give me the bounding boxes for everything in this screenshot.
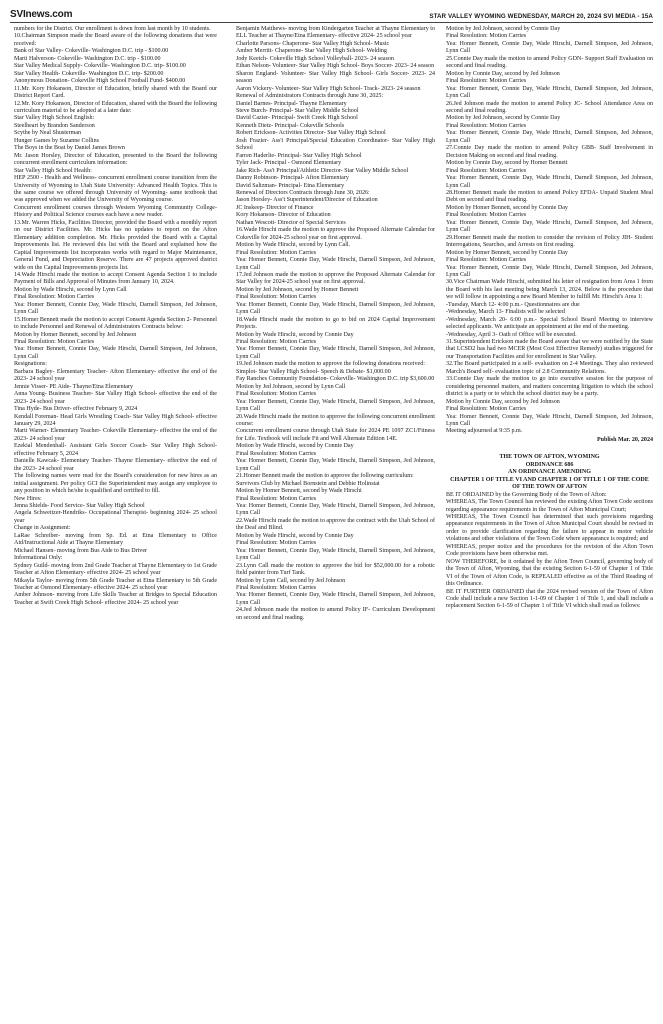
paragraph: BE IT FURTHER ORDAINED that the 2024 revised version of the Town of Afton Code shall include a new Section 1-1-09 of Chapter 1 of Title 1, and shall include a replacement Section 6-1-59 of Chapter 1 of Title VI which shall read as follows: — [446, 588, 653, 610]
paragraph: Motion by Homer Bennett, second by Jed Johnson — [14, 331, 137, 338]
paragraph: 11.Mr. Kory Hokanson, Director of Education, briefly shared with the Board our District Report Card. — [14, 85, 217, 100]
paragraph: Kendall Foreman- Head Girls Wrestling Coach- Star Valley High School- effective January 29, 2024 — [14, 413, 217, 428]
paragraph: Angela Schweitzer-Hendriks- Occupational Therapist- beginning 2024- 25 school year — [14, 510, 217, 524]
paragraph: Concurrent enrollment course through Utah State for 2024 PE 1097 ZC1/Fitness for Life. Textbook will include Fit and Well Alternate Edition 14E. — [236, 428, 435, 442]
paragraph: Renewal of Administrators Contracts through June 30, 2025: — [236, 93, 384, 100]
paragraph: Final Resolution: Motion Carries — [446, 122, 527, 129]
paragraph: Change in Assignment: — [14, 525, 71, 532]
heading-line: CHAPTER 1 OF TITLE VI AND CHAPTER 1 OF TITLE 1 OF THE CODE OF THE TOWN OF AFTON — [450, 476, 649, 491]
paragraph: Motion by Wade Hirschi, second by Connie Day — [236, 331, 354, 338]
paragraph: Danny Robinson- Principal- Afton Elementary — [236, 175, 349, 182]
paragraph: Final Resolution: Motion Carries — [236, 339, 317, 346]
paragraph: Meeting adjourned at 9:35 p.m. — [446, 428, 523, 435]
paragraph: WHEREAS, The Town Council has reviewed the existing Afton Town Code sections regarding appearance requirements in the Town of Afton Municipal Court; — [446, 499, 653, 513]
paragraph: Bank of Star Valley- Cokeville- Washington D.C. trip - $100.00 — [14, 48, 169, 55]
paragraph: Motion by Jed Johnson, second by Connie Day — [446, 26, 561, 32]
paragraph: Aaron Vickery- Volunteer- Star Valley High School- Track- 2023- 24 season — [236, 85, 421, 92]
column-3 — [446, 26, 653, 611]
paragraph: Hunger Games by Suzanne Collins — [14, 137, 99, 144]
paragraph: David Saltzman- Principal- Etna Elementary — [236, 182, 345, 189]
paragraph: Star Valley Health- Cokeville- Washington D.C. trip- $200.00 — [14, 70, 164, 77]
paragraph: Ezekial Mendenhall- Assistant Girls Soccer Coach- Star Valley High School- effective February 5, 2024 — [14, 443, 217, 457]
paragraph: The Boys in the Boat by Daniel James Brown — [14, 145, 125, 152]
paragraph: Yea: Homer Bennett, Connie Day, Wade Hirschi, Darnell Simpson, Jed Johnson, Lynn Call — [14, 346, 217, 360]
paragraph: Informational Only: — [14, 555, 63, 562]
paragraph: Yea: Homer Bennett, Connie Day, Wade Hirschi, Darnell Simpson, Jed Johnson, Lynn Call — [236, 547, 435, 562]
paragraph: 16.Wade Hirschi made the motion to approve the Proposed Alternate Calendar for Cokeville for 2024-25 school year on first approval. — [236, 227, 435, 241]
paragraph: 12.Mr. Kory Hokanson, Director of Education, shared with the Board the following curriculum material to be adopted at a later date: — [14, 100, 217, 114]
paragraph: Anonymous Donation- Cokeville High School Football Fund- $400.00 — [14, 78, 186, 85]
paragraph: Daniel Barnes- Principal- Thayne Elementary — [236, 100, 347, 107]
paragraph: Final Resolution: Motion Carries — [446, 212, 527, 219]
paragraph: Ethan Nelson- Volunteer- Star Valley High School- Boys Soccer- 2023- 24 season — [236, 63, 435, 70]
paragraph: Yea: Homer Bennett, Connie Day, Wade Hirschi, Darnell Simpson, Jed Johnson, Lynn Call — [236, 592, 435, 606]
heading-line: THE TOWN OF AFTON, WYOMING — [499, 454, 600, 461]
paragraph: Final Resolution: Motion Carries — [446, 167, 527, 174]
paragraph: Final Resolution: Motion Carries — [236, 540, 317, 547]
ordinance-heading — [446, 454, 653, 491]
paragraph: Benjamin Matthews- moving from Kindergarten Teacher at Thayne Elementary to ELL Teacher at Thayne/Etna Elementary- effective 2024- 25 school year — [236, 26, 435, 40]
paragraph: Yea: Homer Bennett, Connie Day, Wade Hirschi, Darnell Simpson, Jed Johnson, Lynn Call — [236, 257, 435, 271]
paragraph: Motion by Wade Hirschi, second by Connie Day — [236, 532, 354, 539]
paragraph: WHEREAS, The Town Council has determined that such provisions regarding appearance requirements in the Town of Afton Municipal Court should be revised in order to provide clarification regarding the failure to appear in motor vehicle violations and other violations of the Town Code where appearance is required; and — [446, 514, 653, 543]
paragraph: 10.Chairman Simpson made the Board aware of the following donations that were received: — [14, 33, 217, 47]
paragraph: Yea: Homer Bennett, Connie Day, Wade Hirschi, Darnell Simpson, Jed Johnson, Lynn Call — [236, 346, 435, 360]
paragraph: Marti Warner- Elementary Teacher- Cokeville Elementary- effective the end of the 2023- 24 school year — [14, 428, 217, 442]
paragraph: numbers for the District. Our enrollment is down from last month by 10 students. — [14, 26, 211, 32]
paragraph: Star Valley High School English: — [14, 115, 95, 122]
paragraph: Yea: Homer Bennett, Connie Day, Wade Hirschi, Darnell Simpson, Jed Johnson, Lynn Call — [236, 458, 435, 472]
paragraph: Motion by Wade Hirschi, second by Lynn Call — [14, 286, 127, 293]
paragraph: Yea: Homer Bennett, Connie Day, Wade Hirschi, Darnell Simpson, Jed Johnson, Lynn Call — [446, 264, 653, 278]
paragraph: Renewal of Directors Contracts through June 30, 2026: — [236, 189, 370, 196]
paragraph: Yea: Homer Bennett, Connie Day, Wade Hirschi, Darnell Simpson, Jed Johnson, Lynn Call — [236, 398, 435, 413]
paragraph: HEP 2500 - Health and Wellness- concurrent enrollment course transition from the University of Wyoming to Utah State University: Advanced Health Topics. This is the same course we offered through University of Wyoming- same textbook that was approved when we added the University of Wyoming course. — [14, 175, 217, 204]
paragraph: Final Resolution: Motion Carries — [14, 294, 95, 301]
paragraph: -Wednesday, March 20- 6:00 p.m.- Special School Board Meeting to interview selected applicants. We anticipate an appointment at the end of the meeting. — [446, 316, 653, 331]
paragraph: Jason Horsley- Ass't Superintendent/Director of Education — [236, 197, 378, 204]
paragraph: Yea: Homer Bennett, Connie Day, Wade Hirschi, Darnell Simpson, Jed Johnson, Lynn Call — [446, 175, 653, 189]
paragraph: Motion by Wade Hirschi, second by Lynn Call. — [236, 242, 351, 249]
paragraph: 26.Jed Johnson made the motion to amend Policy JC- School Attendance Area on second and final reading. — [446, 100, 653, 114]
paragraph: Final Resolution: Motion Carries — [14, 339, 95, 346]
paragraph: Star Valley High School Health: — [14, 167, 92, 174]
paragraph: LaRae Schreiber- moving from Sp. Ed. at Etna Elementary to Office Aid/Instructional Aide at Thayne Elementary — [14, 532, 217, 547]
paragraph: Motion by Jed Johnson, second by Connie Day — [446, 115, 561, 122]
ordinance-body — [446, 492, 653, 611]
page-number: SVI MEDIA - 15A — [603, 13, 653, 20]
paragraph: Jenna Shields- Food Service- Star Valley High School — [14, 503, 145, 509]
paragraph: NOW THEREFORE, be it ordained by the Afton Town Council, governing body of the Town of Afton, Wyoming, that the existing Section 6-1-59 of Chapter 1 of Title VI of the Town of Afton Code, is REPEALED effective as of the Third Reading of this Ordinance. — [446, 558, 653, 588]
paragraph: Motion by Connie Day, second by Jed Johnson — [446, 70, 560, 77]
paragraph: Anna Young- Business Teacher- Star Valley High School- effective the end of the 2023- 24 school year — [14, 391, 217, 405]
paragraph: Final Resolution: Motion Carries — [446, 406, 527, 413]
paragraph: 18.Wade Hirschi made the motion to go to bid on 2024 Capital Improvement Projects. — [236, 316, 435, 331]
paragraph: Michael Hansen- moving from Bus Aide to Bus Driver — [14, 547, 148, 554]
paragraph: Barbara Bagley- Elementary Teacher- Afton Elementary- effective the end of the 2023- 24 school year — [14, 368, 217, 383]
section-gap — [446, 444, 653, 454]
paragraph: Yea: Homer Bennett, Connie Day, Wade Hirschi, Darnell Simpson, Jed Johnson, Lynn Call — [446, 219, 653, 234]
paragraph: Motion by Jed Johnson, second by Lynn Call — [236, 383, 346, 390]
paragraph: Charlotte Parsons- Chaperone- Star Valley High School- Music — [236, 40, 390, 47]
paragraph: Tyler Jack- Principal - Osmond Elementary — [236, 160, 342, 167]
paragraph: Yea: Homer Bennett, Connie Day, Wade Hirschi, Darnell Simpson, Jed Johnson, Lynn Call — [446, 40, 653, 55]
paragraph: Robert Erickson- Activities Director- Star Valley High School — [236, 130, 386, 137]
paragraph: Amber Johnson- moving from Life Skills Teacher at Bridges to Special Education Teacher at Swift Creek High School- effective 2024- 25 school year — [14, 592, 217, 606]
paragraph: Amber Merritt- Chaperone- Star Valley High School- Welding — [236, 48, 387, 55]
paragraph: -Tuesday, March 12- 4:00 p.m.- Questionnaires are due — [446, 301, 580, 308]
heading-line: ORDINANCE 686 — [525, 461, 574, 468]
paragraph: Yea: Homer Bennett, Connie Day, Wade Hirschi, Darnell Simpson, Jed Johnson, Lynn Call — [14, 301, 217, 316]
paragraph: 30.Vice Chairman Wade Hirschi, submitted his letter of resignation from Area 1 from the Board with his last meeting being March 13, 2024. Below is the procedure that we will follow in appointing a new Board Member to fulfill Mr. Hirschi's Area 1: — [446, 279, 653, 301]
paragraph: Scythe by Neal Shusterman — [14, 130, 82, 137]
paragraph: -Wednesday, March 13- Finalists will be selected — [446, 309, 565, 316]
paragraph: 25.Connie Day made the motion to amend Policy GDN- Support Staff Evaluation on second and final reading. — [446, 55, 653, 70]
paragraph: Steelheart by Brandon Sanderson — [14, 122, 95, 129]
paragraph: Marti Halverson- Cokeville- Washington D.C. trip - $100.00 — [14, 55, 161, 62]
paragraph: 15.Homer Bennett made the motion to accept Consent Agenda Section 2- Personnel to include Personnel and Renewal of Administrators Contracts below: — [14, 316, 217, 331]
paragraph: Motion by Connie Day, second by Jed Johnson — [446, 398, 560, 405]
paragraph: Motion by Wade Hirschi, second by Connie Day — [236, 443, 354, 450]
paragraph: Motion by Connie Day, second by Homer Bennett — [446, 160, 568, 167]
paragraph: 13.Mr. Warren Hicks, Facilities Director, provided the Board with a monthly report on our District Facilities. Mr. Hicks has no updates to report on the Afton Elementary addition completion. Mr. Hicks provided the Board with a Capital Improvements list. He reviewed this list with the Board and explained how the Capital Improvements list incorporates works with regard to Major Maintenance, General Fund, and Depreciation Reserve. There are 47 projects approved district wide on the Capital Improvements projects list. — [14, 219, 217, 271]
paragraph: Motion by Jed Johnson, second by Homer Bennett — [236, 286, 359, 293]
paragraph: Concurrent enrollment courses through Western Wyoming Community College- History and Political Science courses each have a new reader. — [14, 204, 217, 219]
paragraph: Motion by Homer Bennett, second by Connie Day — [446, 249, 568, 256]
masthead — [10, 4, 653, 23]
paragraph: Simplot- Star Valley High School- Speech & Debate- $1,000.00 — [236, 368, 391, 375]
paragraph: 32.The Board participated in a self- evaluation on 2-4 Meetings. They also reviewed March's Board self- evaluation topic of 2.8 Community Relations. — [446, 361, 653, 375]
minutes-continued — [446, 26, 653, 436]
paragraph: Motion by Homer Bennett, second by Connie Day — [446, 204, 568, 211]
paragraph: 31.Superintendent Erickson made the Board aware that we were notified by the State that LCSD2 has had two MCER (Most Cost Effective Remedy) studies triggered for our Transportation Facilities and for enrollment in Star Valley. — [446, 339, 653, 360]
paragraph: 21.Homer Bennett made the motion to approve the following curriculum: — [236, 473, 414, 480]
paragraph: Fay Ranches Community Foundation- Cokeville- Washington D.C. trip $3,600.00 — [236, 376, 435, 383]
paragraph: Final Resolution: Motion Carries — [236, 249, 317, 256]
paragraph: Final Resolution: Motion Carries — [446, 78, 527, 85]
paragraph: Motion by Homer Bennett, second by Wade Hirschi — [236, 488, 362, 495]
paragraph: Final Resolution: Motion Carries — [236, 391, 317, 398]
paragraph: Mikayla Taylor- moving from 5th Grade Teacher at Etna Elementary to 5th Grade Teacher at Osmond Elementary- effective 2024- 25 school year — [14, 577, 217, 591]
paragraph: 22.Wade Hirschi made the motion to approve the contract with the Utah School of the Deaf and Blind. — [236, 517, 436, 532]
paragraph: 14.Wade Hirschi made the motion to accept Consent Agenda Section 1 to include Payment of Bills and Approval of Minutes from January 10, 2024. — [14, 271, 217, 286]
paragraph: Yea: Homer Bennett, Connie Day, Wade Hirschi, Darnell Simpson, Jed Johnson, Lynn Call — [446, 413, 653, 428]
paragraph: Yea: Homer Bennett, Connie Day, Wade Hirschi, Darnell Simpson, Jed Johnson, Lynn Call — [446, 85, 653, 100]
paragraph: Kory Hokanson- Director of Education — [236, 212, 331, 219]
paragraph: Final Resolution: Motion Carries — [236, 294, 317, 301]
paragraph: New Hires: — [14, 495, 42, 502]
paragraph: Yea: Homer Bennett, Connie Day, Wade Hirschi, Darnell Simpson, Jed Johnson, Lynn Call — [236, 503, 435, 517]
issue-date: WEDNESDAY, MARCH 20, 2024 — [507, 13, 602, 20]
paragraph: Survivors Club by Michael Bornstein and Debbie Holinstat — [236, 480, 380, 487]
paragraph: Final Resolution: Motion Carries — [236, 450, 317, 457]
paragraph: Yea: Homer Bennett, Connie Day, Wade Hirschi, Darnell Simpson, Jed Johnson, Lynn Call — [446, 130, 653, 144]
paragraph: Final Resolution: Motion Carries — [446, 257, 527, 264]
paragraph: Nathan Wescott- Director of Special Services — [236, 219, 346, 226]
paragraph: 27.Connie Day made the motion to amend Policy GBB- Staff Involvement in Decision Making on second and final reading. — [446, 145, 653, 159]
paragraph: Final Resolution: Motion Carries — [236, 495, 317, 502]
paragraph: Jody Keetch- Cokeville High School Volleyball- 2023- 24 season — [236, 55, 394, 62]
paragraph: Josh Frazier- Ass't Principal/Special Education Coordinator- Star Valley High School — [236, 137, 435, 152]
paragraph: Motion by Lynn Call, second by Jed Johnson — [236, 577, 346, 584]
paragraph: 24.Jed Johnson made the motion to amend Policy IF- Curriculum Development on second and final reading. — [236, 607, 435, 621]
column-2 — [236, 26, 435, 622]
paragraph: Final Resolution: Motion Carries — [236, 584, 317, 591]
paragraph: Steve Burch- Principal- Star Valley Middle School — [236, 107, 359, 114]
paragraph: Danielle Kawcak- Elementary Teacher- Thayne Elementary- effective the end of the 2023- 24 school year — [14, 458, 217, 472]
paragraph: Jake Rich- Ass't Principal/Athletic Director- Star Valley Middle School — [236, 167, 409, 174]
paragraph: Sydney Guild- moving from 2nd Grade Teacher at Thayne Elementary to 1st Grade Teacher at Afton Elementary- effective 2024- 25 school year — [14, 562, 217, 577]
paragraph: BE IT ORDAINED by the Governing Body of the Town of Afton: — [446, 491, 607, 498]
paragraph: 29.Homer Bennett made the motion to consider the revision of Policy JIH- Student Interrogations, Searches, and Arrests on first reading. — [446, 234, 653, 249]
site-name[interactable]: SVInews.com — [10, 9, 73, 20]
paragraph: JC Inskeep- Director of Finance — [236, 204, 314, 211]
paragraph: Kenneth Dietz- Principal- Cokeville Schools — [236, 122, 345, 129]
paragraph: Mr. Jason Horsley, Director of Education, presented to the Board the following concurrent enrollment curriculum information: — [14, 152, 217, 167]
paragraph: 20.Wade Hirschi made the motion to approve the following concurrent enrollment course: — [236, 413, 435, 428]
paragraph: 28.Homer Bennett made the motion to amend Policy EFDA- Unpaid Student Meal Debt on second and final reading. — [446, 189, 653, 204]
paragraph: WHEREAS, proper notice and the procedures for the revision of the Afton Town Code provisions have been otherwise met. — [446, 543, 653, 558]
heading-line: AN ORDINANCE AMENDING — [508, 469, 591, 476]
paragraph: Tina Hyde- Bus Driver- effective February 9, 2024 — [14, 406, 138, 413]
column-1 — [14, 26, 217, 607]
paragraph: 23.Lynn Call made the motion to approve the bid for $52,000.00 for a robotic field painter from Turf Tank. — [236, 562, 435, 577]
paragraph: The following names were read for the Board's consideration for new hires as an initial assignment. Per policy GCI the Superintendent may assign any employee to any position in which he/she is qualified and certified to fill. — [14, 473, 217, 495]
page-info — [429, 13, 653, 20]
publication-name: STAR VALLEY WYOMING — [429, 13, 506, 20]
paragraph: 19.Jed Johnson made the motion to approve the following donations received: — [236, 361, 425, 368]
paragraph: Yea: Homer Bennett, Connie Day, Wade Hirschi, Darnell Simpson, Jed Johnson, Lynn Call — [236, 301, 435, 316]
paragraph: Star Valley Medical Supply- Cokeville- Washington D.C. trip- $100.00 — [14, 63, 186, 70]
paragraph: Resignations: — [14, 361, 47, 368]
paragraph: Sharon England- Volunteer- Star Valley High School- Girls Soccer- 2023- 24 season — [236, 70, 435, 85]
paragraph: Final Resolution: Motion Carries — [446, 33, 527, 40]
paragraph: David Cazier- Principal- Swift Creek High School — [236, 115, 358, 122]
paragraph: Farren Haderlie- Principal- Star Valley High School — [236, 152, 362, 159]
paragraph: 17.Jed Johnson made the motion to approve the Proposed Alternate Calendar for Star Valley for 2024-25 school year on first approval. — [236, 271, 435, 286]
paragraph: Jennie Visser- PE Aide- Thayne/Etna Elementary — [14, 383, 134, 390]
publish-notice: Publish Mar. 20, 2024 — [596, 436, 653, 443]
paragraph: -Wednesday, April 3- Oath of Office will be executed. — [446, 331, 577, 338]
paragraph: 33.Connie Day made the motion to go into executive session for the purpose of considering personnel matters, and matters concerning litigation to which the school district is a party or to which the school district may be a party. — [446, 376, 653, 398]
